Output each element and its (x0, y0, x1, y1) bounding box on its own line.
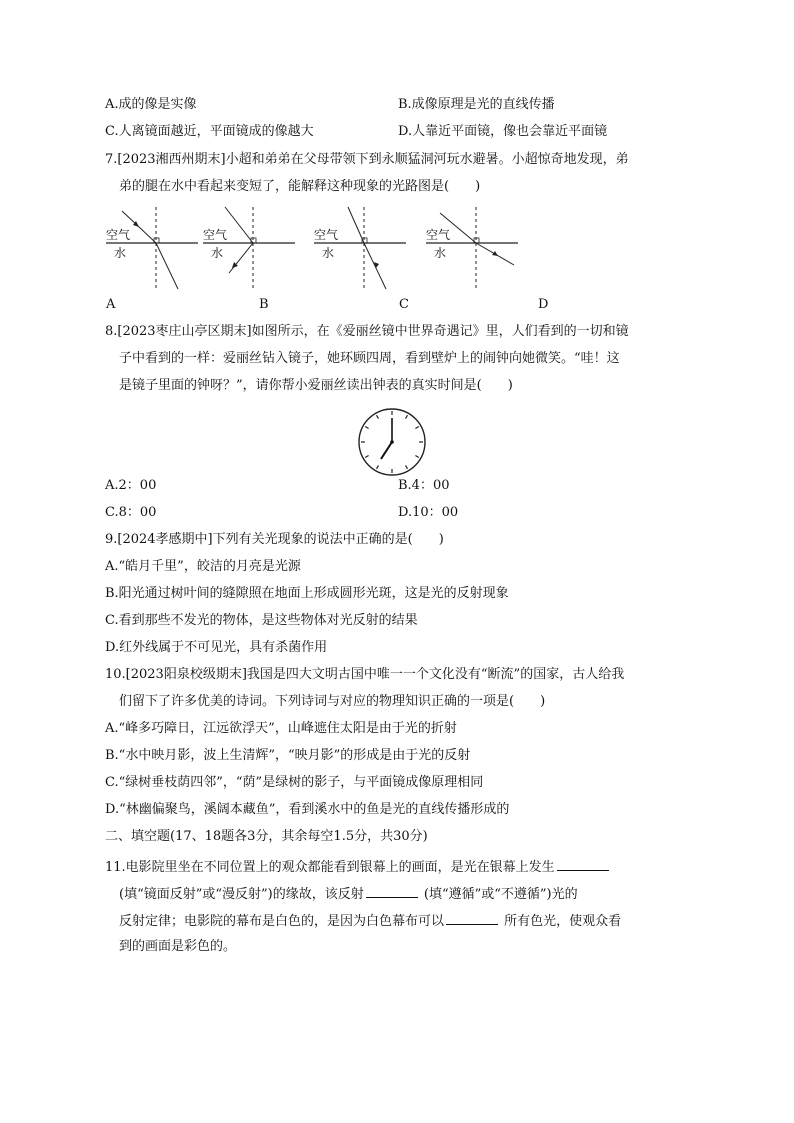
diagram-label-b: B (259, 297, 269, 312)
q10-option-c: C.“绿树垂枝荫四邻”，“荫”是绿树的影子，与平面镜成像原理相同 (105, 775, 484, 790)
q10-option-b: B.“水中映月影，波上生清辉”，“映月影”的形成是由于光的反射 (105, 748, 471, 763)
diagram-label-a: A (106, 297, 116, 312)
diagram-label-d: D (538, 297, 549, 312)
diagram-a-air-label: 空气 (106, 228, 131, 242)
q7-stem-line1: 7.[2023湘西州期末]小超和弟弟在父母带领下到永顺猛洞河玩水避暑。小超惊奇地发现，弟 (105, 152, 629, 167)
q11-text-3b: 所有色光，使观众看 (504, 914, 622, 929)
q10-stem-line1: 10.[2023阳泉校级期末]我国是四大文明古国中唯一一个文化没有“断流”的国家，古人给我 (105, 667, 625, 682)
q11-line3 (119, 910, 621, 932)
q8-stem-line2: 子中看到的一样：爱丽丝钻入镜子，她环顾四周，看到壁炉上的闹钟向她微笑。“哇！这 (119, 351, 620, 366)
q11-blank-2[interactable] (366, 883, 418, 898)
diagram-b (203, 203, 295, 295)
q8-stem-line1: 8.[2023枣庄山亭区期末]如图所示，在《爱丽丝镜中世界奇遇记》里，人们看到的一切和镜 (105, 324, 629, 339)
q9-option-c: C.看到那些不发光的物体，是这些物体对光反射的结果 (105, 613, 418, 628)
q8-option-d: D.10：00 (398, 505, 459, 520)
diagram-label-c: C (399, 297, 409, 312)
q9-option-a: A.“皓月千里”，皎洁的月亮是光源 (105, 559, 301, 574)
q6-option-c: C.人离镜面越近，平面镜成的像越大 (105, 124, 314, 139)
diagram-d (426, 203, 518, 295)
diagram-a-water-label: 水 (114, 246, 127, 260)
q9-option-d: D.红外线属于不可见光，具有杀菌作用 (105, 640, 328, 655)
diagram-c (314, 203, 406, 295)
q8-option-c: C.8：00 (105, 505, 157, 520)
diagram-a (106, 203, 198, 295)
q11-text-3a: 反射定律；电影院的幕布是白色的，是因为白色幕布可以 (119, 914, 445, 929)
q11-blank-3[interactable] (446, 910, 498, 925)
q10-option-d: D.“林幽偏聚鸟，溪阔本藏鱼”，看到溪水中的鱼是光的直线传播形成的 (105, 802, 510, 817)
q11-line2 (119, 883, 578, 905)
q6-option-d: D.人靠近平面镜，像也会靠近平面镜 (398, 124, 608, 139)
diagram-c-water-label: 水 (322, 246, 335, 260)
q8-option-b: B.4：00 (398, 478, 450, 493)
q8-stem-line3: 是镜子里面的钟呀？”，请你帮小爱丽丝读出钟表的真实时间是( ) (119, 378, 513, 393)
q6-option-b: B.成像原理是光的直线传播 (398, 97, 555, 112)
diagram-d-water-label: 水 (434, 246, 447, 260)
diagram-c-air-label: 空气 (314, 228, 339, 242)
q11-line4: 到的画面是彩色的。 (119, 939, 237, 954)
q11-line1 (105, 856, 611, 878)
q9-stem: 9.[2024孝感期中]下列有关光现象的说法中正确的是( ) (105, 532, 444, 547)
q10-stem-line2: 们留下了许多优美的诗词。下列诗词与对应的物理知识正确的一项是( ) (119, 694, 546, 709)
diagram-d-air-label: 空气 (426, 228, 451, 242)
section-heading-fill-in: 二、填空题(17、18题各3分，其余每空1.5分，共30分) (105, 829, 428, 844)
q6-option-a: A.成的像是实像 (105, 97, 197, 112)
q9-option-b: B.阳光通过树叶间的缝隙照在地面上形成圆形光斑，这是光的反射现象 (105, 586, 509, 601)
clock-face-icon (354, 404, 430, 480)
diagram-b-air-label: 空气 (203, 228, 228, 242)
diagram-b-water-label: 水 (211, 246, 224, 260)
q11-text-1: 11.电影院里坐在不同位置上的观众都能看到银幕上的画面，是光在银幕上发生 (105, 860, 555, 875)
q8-option-a: A.2：00 (105, 478, 157, 493)
q10-option-a: A.“峰多巧障日，江远欲浮天”，山峰遮住太阳是由于光的折射 (105, 721, 457, 736)
q11-text-2b: (填“遵循”或“不遵循”)光的 (423, 887, 578, 902)
q11-blank-1[interactable] (557, 856, 609, 871)
q7-stem-line2: 弟的腿在水中看起来变短了，能解释这种现象的光路图是( ) (119, 179, 481, 194)
q11-text-2a: (填“镜面反射”或“漫反射”)的缘故，该反射 (119, 887, 364, 902)
